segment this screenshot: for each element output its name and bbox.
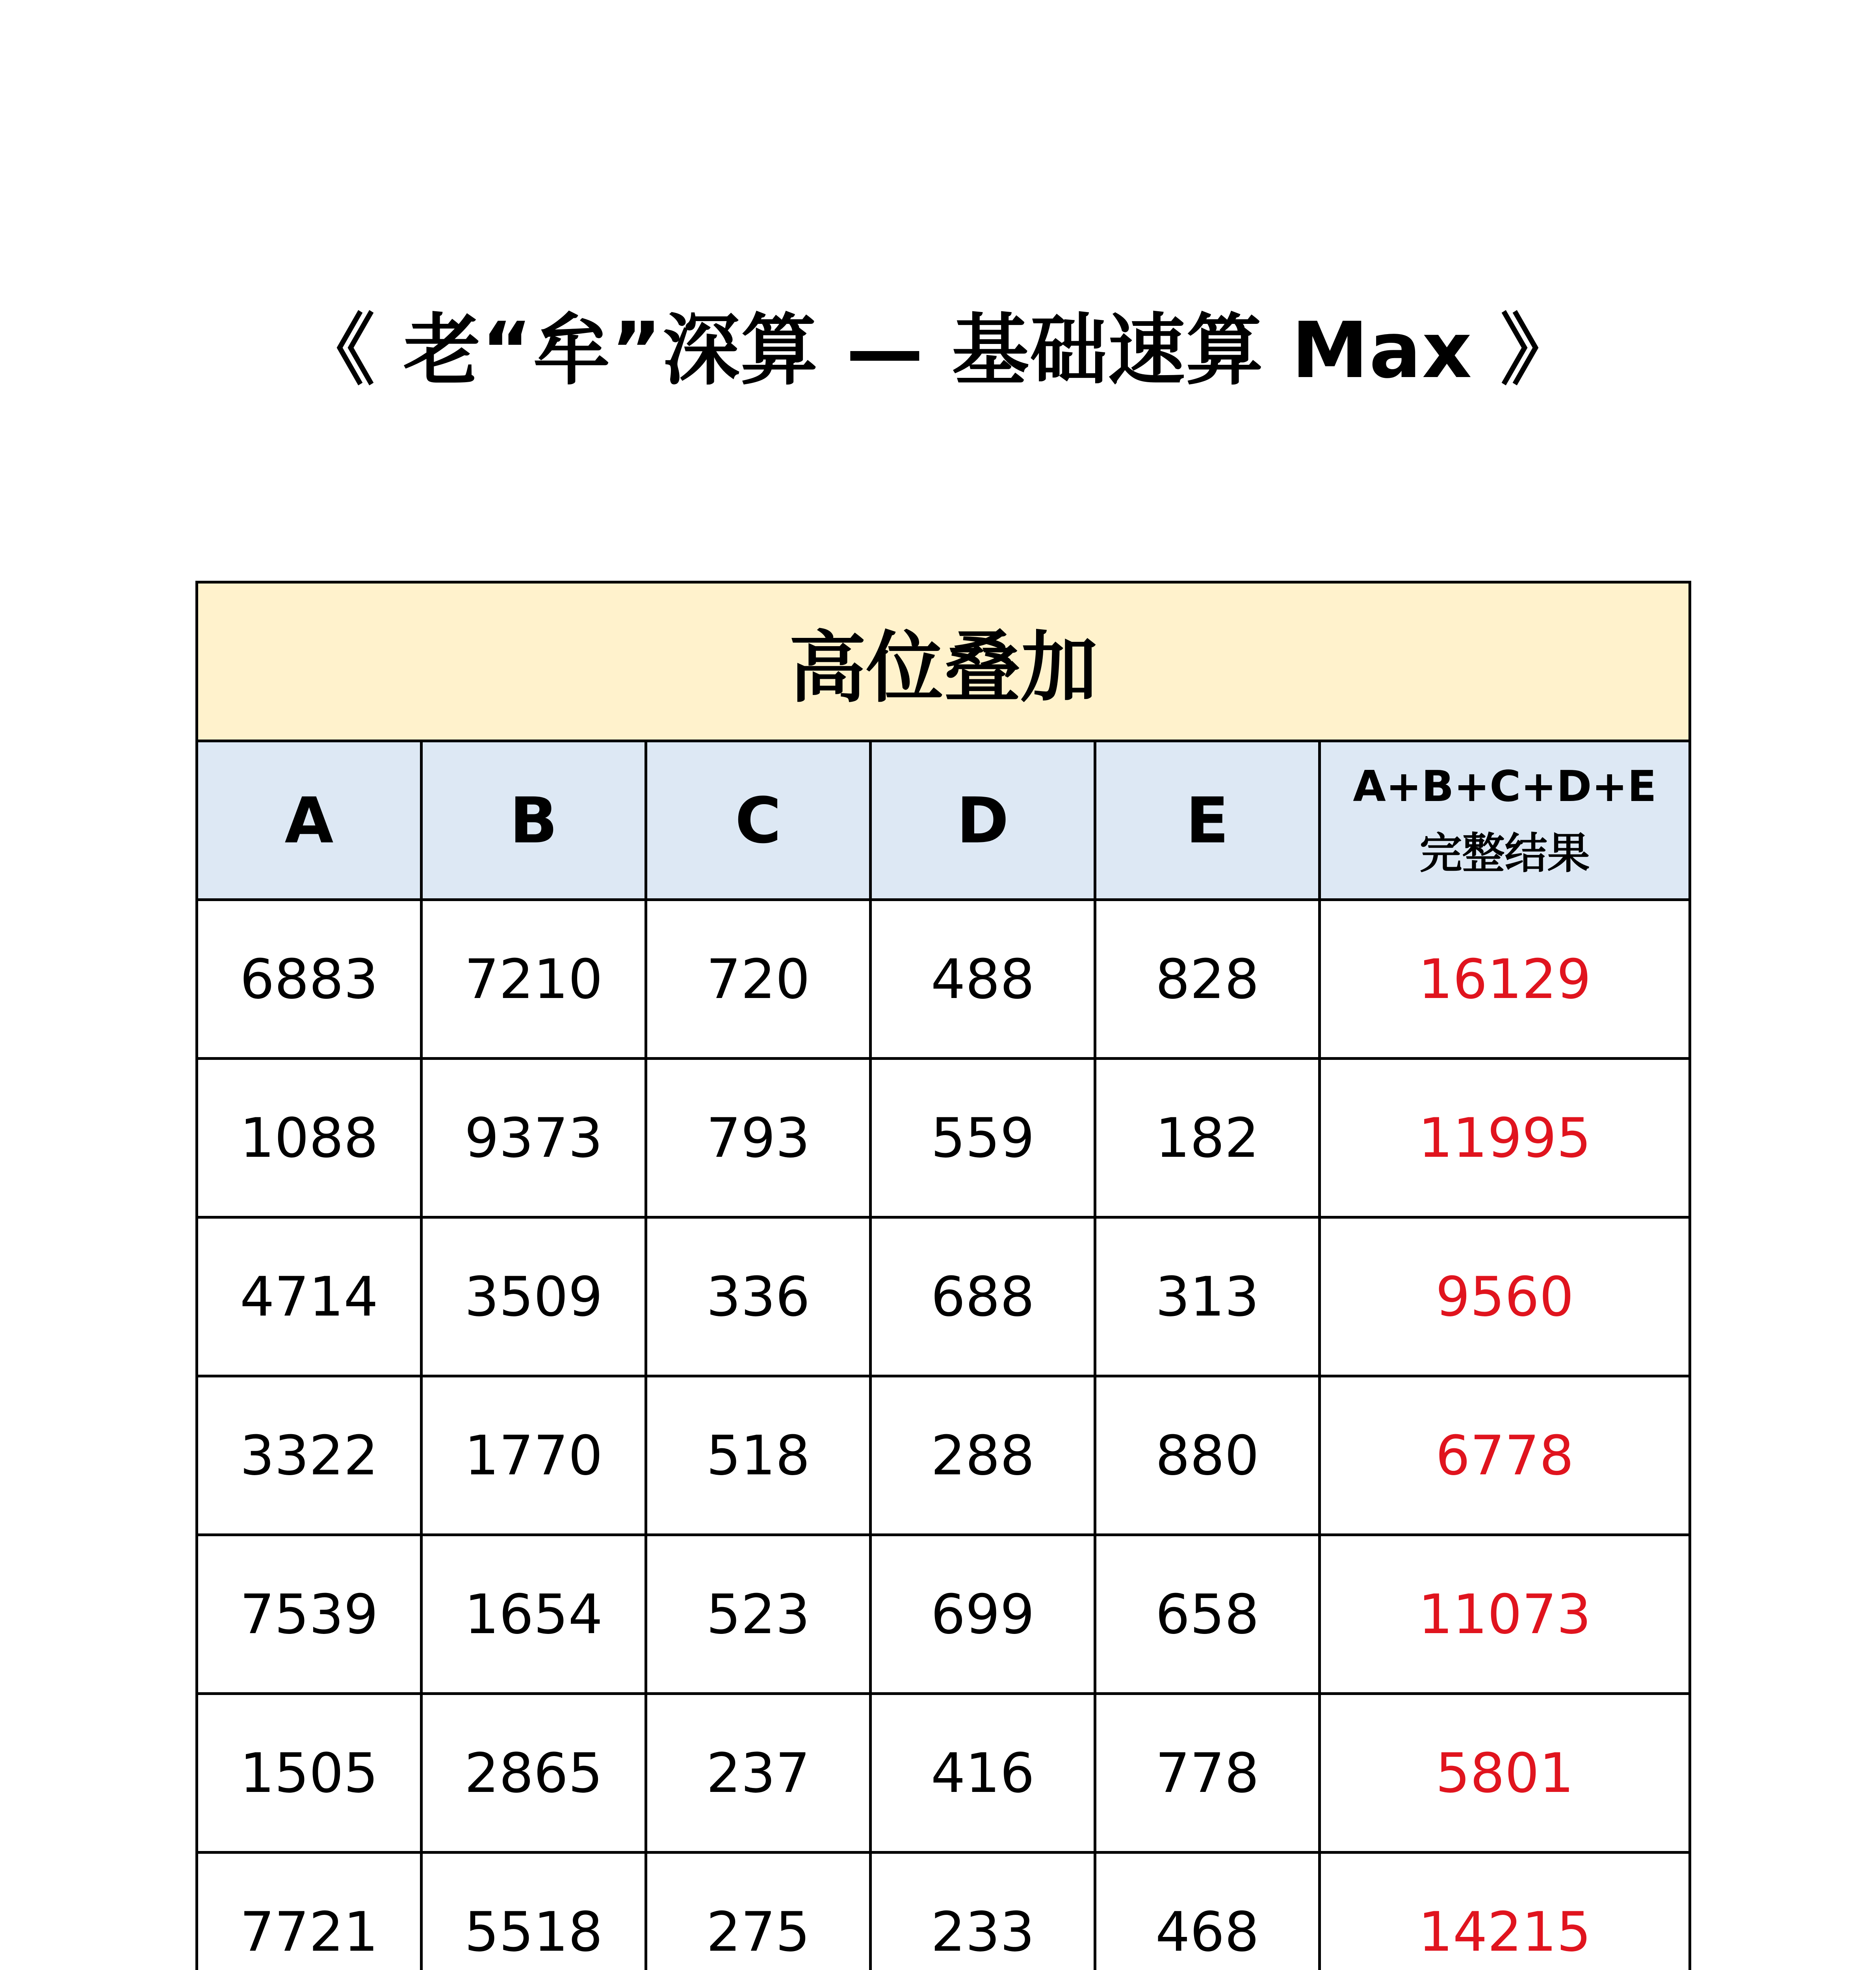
- value-cell-a: 4714: [197, 1217, 422, 1376]
- value-cell-d: 288: [871, 1376, 1095, 1535]
- result-cell: 6778: [1320, 1376, 1690, 1535]
- value-cell-d: 688: [871, 1217, 1095, 1376]
- result-header-label: 完整结果: [1419, 829, 1590, 878]
- value-cell-e: 658: [1095, 1535, 1320, 1694]
- value-cell-b: 5518: [422, 1853, 646, 1970]
- value-cell-a: 1088: [197, 1059, 422, 1217]
- column-header-a: A: [197, 741, 422, 900]
- value-cell-a: 6883: [197, 900, 422, 1059]
- value-cell-b: 2865: [422, 1694, 646, 1853]
- value-cell-c: 793: [646, 1059, 871, 1217]
- value-cell-b: 9373: [422, 1059, 646, 1217]
- value-cell-d: 416: [871, 1694, 1095, 1853]
- value-cell-e: 468: [1095, 1853, 1320, 1970]
- result-cell: 5801: [1320, 1694, 1690, 1853]
- value-cell-e: 313: [1095, 1217, 1320, 1376]
- result-header-formula: A+B+C+D+E: [1353, 762, 1657, 811]
- value-cell-a: 7721: [197, 1853, 422, 1970]
- section-title-row: [197, 582, 1690, 741]
- table-row: [197, 1694, 1690, 1853]
- value-cell-d: 488: [871, 900, 1095, 1059]
- addition-table: [195, 581, 1691, 1970]
- result-cell: 16129: [1320, 900, 1690, 1059]
- value-cell-a: 7539: [197, 1535, 422, 1694]
- column-header-e: E: [1095, 741, 1320, 900]
- value-cell-b: 1770: [422, 1376, 646, 1535]
- value-cell-d: 559: [871, 1059, 1095, 1217]
- value-cell-e: 182: [1095, 1059, 1320, 1217]
- value-cell-a: 1505: [197, 1694, 422, 1853]
- value-cell-d: 233: [871, 1853, 1095, 1970]
- column-header-row: [197, 741, 1690, 900]
- result-cell: 11073: [1320, 1535, 1690, 1694]
- table-row: [197, 1376, 1690, 1535]
- table-row: [197, 1217, 1690, 1376]
- value-cell-c: 237: [646, 1694, 871, 1853]
- value-cell-a: 3322: [197, 1376, 422, 1535]
- table-row: [197, 1059, 1690, 1217]
- column-header-b: B: [422, 741, 646, 900]
- column-header-d: D: [871, 741, 1095, 900]
- table-row: [197, 1535, 1690, 1694]
- table-body: [197, 900, 1690, 1970]
- table-row: [197, 1853, 1690, 1970]
- value-cell-c: 720: [646, 900, 871, 1059]
- column-header-result: [1320, 741, 1690, 900]
- result-cell: 14215: [1320, 1853, 1690, 1970]
- value-cell-b: 3509: [422, 1217, 646, 1376]
- value-cell-b: 1654: [422, 1535, 646, 1694]
- value-cell-e: 778: [1095, 1694, 1320, 1853]
- value-cell-b: 7210: [422, 900, 646, 1059]
- value-cell-c: 523: [646, 1535, 871, 1694]
- value-cell-e: 880: [1095, 1376, 1320, 1535]
- value-cell-c: 518: [646, 1376, 871, 1535]
- value-cell-c: 336: [646, 1217, 871, 1376]
- value-cell-d: 699: [871, 1535, 1095, 1694]
- column-header-c: C: [646, 741, 871, 900]
- result-cell: 11995: [1320, 1059, 1690, 1217]
- value-cell-e: 828: [1095, 900, 1320, 1059]
- section-title: 高位叠加: [197, 582, 1690, 741]
- table-row: [197, 900, 1690, 1059]
- value-cell-c: 275: [646, 1853, 871, 1970]
- result-cell: 9560: [1320, 1217, 1690, 1376]
- page-title: 《 老“牟”深算 — 基础速算 Max 》: [297, 306, 1579, 396]
